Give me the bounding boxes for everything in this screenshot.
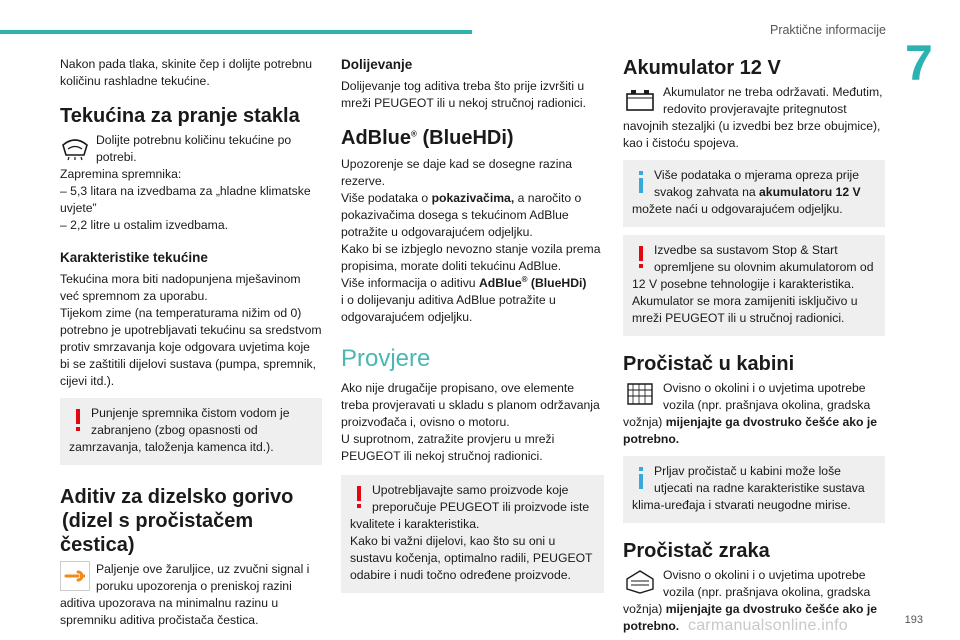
info-icon [632,463,650,493]
column-3 [623,56,885,635]
info-text: Više podataka o mjerama opreza prije svakog zahvata na akumulatoru 12 V možete naći u odgovarajućem odjeljku. [632,168,861,216]
warning-icon [632,242,650,272]
battery-text: Akumulator ne treba održavati. Međutim, redovito provjeravajte pritegnutost navojnih stezaljki (u izvedbi bez brze obujmice), kao i čistoću spojeva. [623,85,883,150]
column-1 [60,56,322,629]
characteristics-text-1: Tekućina mora biti nadopunjena mješavinom već spremnom za uporabu. [60,272,301,303]
chapter-number: 7 [905,35,933,91]
characteristics-text-2: Tijekom zime (na temperaturama nižim od 0) potrebno je upotrebljavati tekućinu sa sredstvom protiv smrzavanja koje odgovara uvjetima koje bi se zaštitili dijelovi sustava (pumpa, spremnik, cijevi itd.). [60,306,322,388]
info-box [623,456,885,523]
heading-battery: Akumulator 12 V [623,57,781,79]
checks-text-2: U suprotnom, zatražite provjeru u mreži PEUGEOT ili nekoj stručnoj radionici. [341,432,555,463]
capacity-item-2: – 2,2 litre u ostalim izvedbama. [60,218,228,232]
warning-text: Upotrebljavajte samo proizvode koje preporučuje PEUGEOT ili proizvode iste kvalitete i karakteristika. [350,483,590,531]
warning-box [341,475,604,593]
washer-icon-text: Dolijte potrebnu količinu tekućine po potrebi. [96,133,292,164]
warning-icon [69,405,87,435]
heading-fluid-characteristics: Karakteristike tekućine [60,250,208,265]
topup-text: Dolijevanje tog aditiva treba što prije izvršiti u mreži PEUGEOT ili u nekoj stručnoj radionici. [341,79,586,110]
adblue-text-4: Više informacija o aditivu AdBlue® (BlueHDi) i o dolijevanju aditiva AdBlue potražite u odgovarajućem odjeljku. [341,274,587,324]
warning-box [60,398,322,465]
checks-text-1: Ako nije drugačije propisano, ove elemente treba provjeravati u skladu s planom održavanja proizvođača i, ovisno o motoru. [341,381,600,429]
cabin-filter-icon [623,380,657,410]
heading-cabin-filter: Pročistač u kabini [623,353,795,375]
adblue-text-1: Upozorenje se daje kad se dosegne razina rezerve. [341,157,573,188]
adblue-text-3: Kako bi se izbjeglo nevozno stanje vozila prema propisima, morate doliti tekućinu AdBlue. [341,242,601,273]
cabin-info-text: Prljav pročistač u kabini može loše utjecati na radne karakteristike sustava klima-uređaja i stvarati neugodne mirise. [632,464,865,512]
battery-icon [623,84,657,114]
heading-additive-line-2: (dizel s pročistačem čestica) [60,510,254,556]
column-2 [341,56,604,593]
air-filter-icon [623,567,657,597]
wrench-warning-icon [60,561,90,591]
heading-checks: Provjere [341,345,431,372]
heading-additive-line-1: Aditiv za dizelsko gorivo [60,486,294,508]
heading-diesel-additive [60,485,322,557]
heading-topup: Dolijevanje [341,57,413,72]
additive-text: Paljenje ove žaruljice, uz zvučni signal i poruku upozorenja o preniskoj razini aditiva upozorava na minimalnu razinu u spremniku aditiva pročistača čestica. [60,562,310,627]
warning-text: Punjenje spremnika čistom vodom je zabranjeno (zbog opasnosti od zamrzavanja, taloženja kamenca itd.). [69,406,290,454]
warning-box [623,235,885,336]
additive-icon-row [60,561,322,629]
watermark: carmanualsonline.info [688,617,848,634]
heading-adblue: AdBlue® (BlueHDi) [341,127,514,149]
adblue-text-2: Više podataka o pokazivačima, a naročito o pokazivačima dosega s tekućinom AdBlue potražite u odgovarajućem odjeljku. [341,191,582,239]
warning-text-2: Akumulator se mora zamijeniti isključivo u mreži PEUGEOT ili u stručnoj radionici. [632,294,858,325]
heading-air-filter: Pročistač zraka [623,540,770,562]
warning-text-2: Kako bi važni dijelovi, kao što su oni u sustavu kočenja, optimalno radili, PEUGEOT odabire i nudi točno određene proizvode. [350,534,593,582]
page-number: 193 [904,614,923,626]
washer-fluid-icon [60,132,90,162]
cabin-text: Ovisno o okolini i o uvjetima upotrebe vozila (npr. prašnjava okolina, gradska vožnja) mijenjajte ga dvostruko češće ako je potrebno. [623,381,878,446]
battery-row [623,84,885,152]
coolant-intro: Nakon pada tlaka, skinite čep i dolijte potrebnu količinu rashladne tekućine. [60,57,313,88]
cabin-row [623,380,885,448]
warning-icon [350,482,368,512]
section-title: Praktične informacije [769,23,886,37]
header-accent-bar [0,30,472,34]
warning-text-1: Izvedbe sa sustavom Stop & Start opremljene su olovnim akumulatorom od 12 V posebne tehnologije i karakteristika. [632,243,874,291]
info-box [623,160,885,227]
washer-icon-row [60,132,322,166]
heading-washer-fluid: Tekućina za pranje stakla [60,105,300,127]
capacity-item-1: – 5,3 litara na izvedbama za „hladne klimatske uvjete” [60,184,311,215]
capacity-label: Zapremina spremnika: [60,167,182,181]
info-icon [632,167,650,197]
air-text: Ovisno o okolini i o uvjetima upotrebe vozila (npr. prašnjava okolina, gradska vožnja) mijenjajte ga dvostruko češće ako je potrebno. [623,568,878,633]
